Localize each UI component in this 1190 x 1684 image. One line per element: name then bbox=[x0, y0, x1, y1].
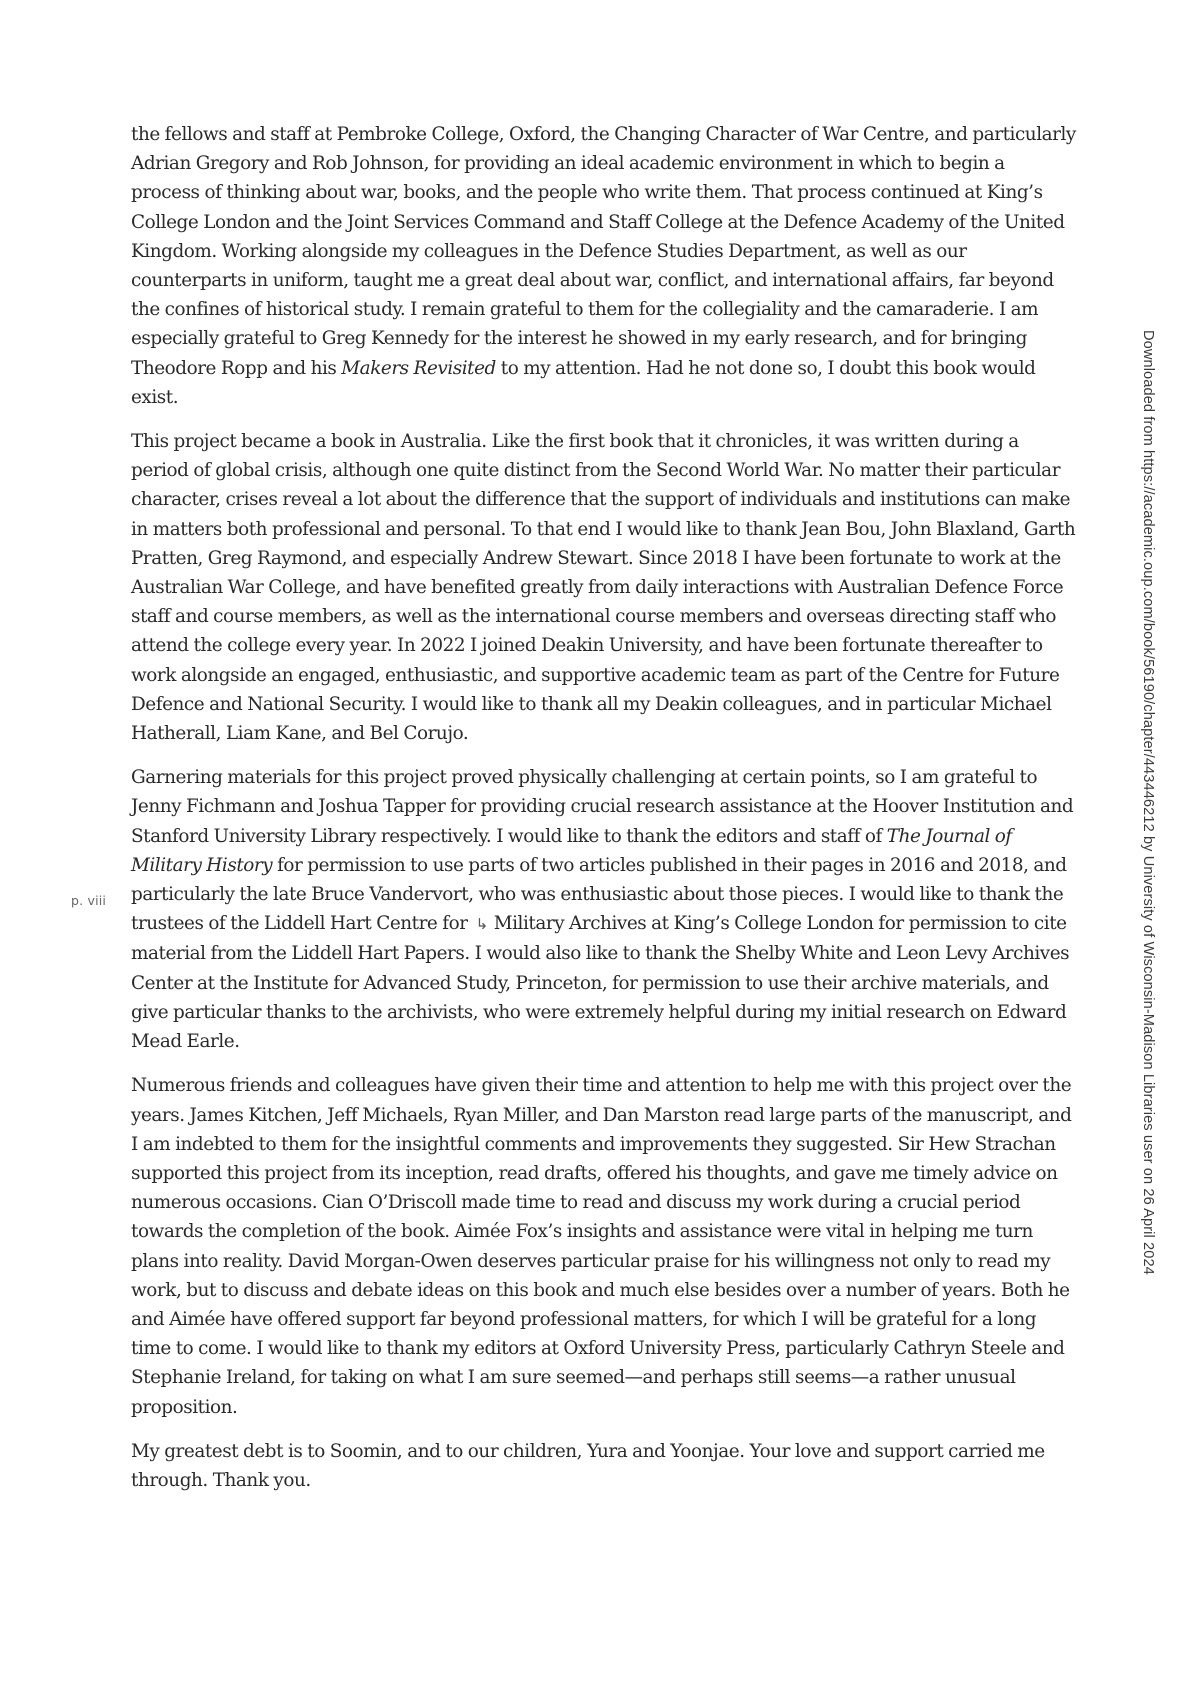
paragraph-text: Garnering materials for this project proved physically challenging at certain points, so I am grateful to Jenny Fichmann and Joshua Tapper for providing crucial research assistance at the Hoover Institution and Stanford University Library respectively. I would like to thank the editors and staff of bbox=[131, 767, 1074, 847]
paragraph: My greatest debt is to Soomin, and to our children, Yura and Yoonjae. Your love and support carried me through. Thank you. bbox=[131, 1440, 1045, 1491]
acknowledgements-text bbox=[131, 120, 1077, 1510]
paragraph-text: Military Archives at King’s College London for permission to cite material from the Liddell Hart Papers. I would also like to thank the Shelby White and Leon Levy Archives Center at the Institute for Advanced Study, Princeton, for permission to use their archive materials, and give particular thanks to the archivists, who were extremely helpful during my initial research on Edward Mead Earle. bbox=[131, 913, 1070, 1053]
paragraph: This project became a book in Australia. Like the first book that it chronicles, it was written during a period of global crisis, although one quite distinct from the Second World War. No matter their particular character, crises reveal a lot about the difference that the support of individuals and institutions can make in matters both professional and personal. To that end I would like to thank Jean Bou, John Blaxland, Garth Pratten, Greg Raymond, and especially Andrew Stewart. Since 2018 I have been fortunate to work at the Australian War College, and have benefited greatly from daily interactions with Australian Defence Force staff and course members, as well as the international course members and overseas directing staff who attend the college every year. In 2022 I joined Deakin University, and have been fortunate thereafter to work alongside an engaged, enthusiastic, and supportive academic team as part of the Centre for Future Defence and National Security. I would like to thank all my Deakin colleagues, and in particular Michael Hatherall, Liam Kane, and Bel Corujo. bbox=[131, 431, 1076, 745]
paragraph-text: to my attention. Had he not done so, I doubt this book would exist. bbox=[131, 357, 1036, 408]
italic-title: Makers Revisited bbox=[341, 357, 496, 379]
page-number-marker: p. viii bbox=[71, 893, 107, 908]
download-watermark: Downloaded from https://academic.oup.com/book/56190/chapter/443446212 by University of Wisconsin-Madison Libraries user on 26 April 2024 bbox=[1140, 330, 1156, 1275]
paragraph-text: for permission to use parts of two articles published in their pages in 2016 and 2018, and particularly the late Bruce Vandervort, who was enthusiastic about those pieces. I would like to thank the trustees of the Liddell Hart Centre for bbox=[131, 854, 1067, 935]
paragraph bbox=[131, 763, 1077, 1056]
paragraph: Numerous friends and colleagues have given their time and attention to help me with this project over the years. James Kitchen, Jeff Michaels, Ryan Miller, and Dan Marston read large parts of the manuscript, and I am indebted to them for the insightful comments and improvements they suggested. Sir Hew Strachan supported this project from its inception, read drafts, offered his thoughts, and gave me timely advice on numerous occasions. Cian O’Driscoll made time to read and discuss my work during a crucial period towards the completion of the book. Aimée Fox’s insights and assistance were vital in helping me turn plans into reality. David Morgan-Owen deserves particular praise for his willingness not only to read my work, but to discuss and debate ideas on this book and much else besides over a number of years. Both he and Aimée have offered support far beyond professional matters, for which I will be grateful for a long time to come. I would like to thank my editors at Oxford University Press, particularly Cathryn Steele and Stephanie Ireland, for taking on what I am sure seemed—and perhaps still seems—a rather unusual proposition. bbox=[131, 1075, 1072, 1418]
page-break-arrow-icon: ↳ bbox=[475, 915, 488, 934]
paragraph-text: the fellows and staff at Pembroke College, Oxford, the Changing Character of War Centre, and particularly Adrian Gregory and Rob Johnson, for providing an ideal academic environment in which to begin a process of thinking about war, books, and the people who write them. That process continued at King’s College London and the Joint Services Command and Staff College at the Defence Academy of the United Kingdom. Working alongside my colleagues in the Defence Studies Department, as well as our counterparts in uniform, taught me a great deal about war, conflict, and international affairs, far beyond the confines of historical study. I remain grateful to them for the collegiality and the camaraderie. I am especially grateful to Greg Kennedy for the interest he showed in my early research, and for bringing Theodore Ropp and his bbox=[131, 124, 1076, 379]
paragraph bbox=[131, 120, 1077, 412]
italic-title: The Journal of Military History bbox=[131, 825, 1012, 876]
